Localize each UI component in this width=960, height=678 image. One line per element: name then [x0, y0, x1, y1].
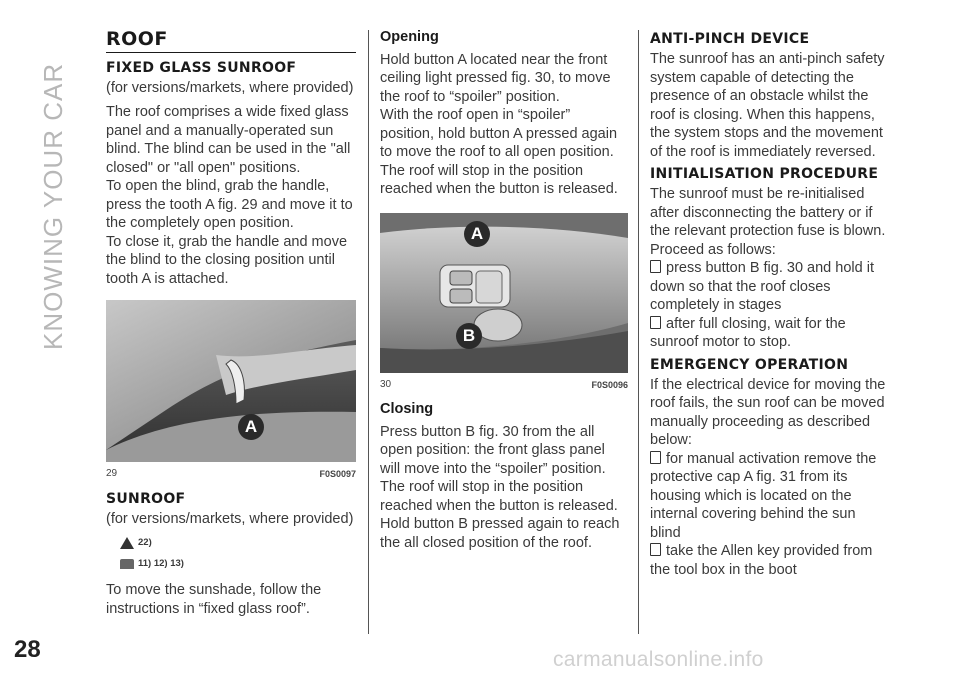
checkbox-bullet-icon — [650, 451, 661, 464]
fixed-glass-body: The roof comprises a wide fixed glass panel and a manually-operated sun blind. The blind can be used in the "all closed" or "all open" positions. To open the blind, grab the handle, press the tooth A fig. 29 and move it to the completely open position. To close it, grab the handle and move the blind to the closing position until tooth A is attached. — [106, 104, 353, 287]
figure-29-caption: 29 F0S0097 — [106, 468, 356, 479]
sunroof-body: To move the sunshade, follow the instructions in “fixed glass roof”. — [106, 582, 322, 617]
sunroof-subtitle: (for versions/markets, where provided) — [106, 510, 354, 527]
sunroof-switch-illustration — [380, 213, 628, 373]
initialisation-text: The sunroof must be re-initialised after disconnecting the battery or if the relevant protection fuse is blown. Proceed as follows: — [650, 186, 886, 258]
anti-pinch-text: The sunroof has an anti-pinch safety system capable of detecting the presence of an obstacle whilst the roof is closing. When this happens, the system stops and the movement of the roof is immediately reversed. — [650, 51, 885, 160]
note-reference: 11) 12) 13) — [120, 555, 356, 574]
sun-blind-illustration — [106, 300, 356, 462]
figure-29 — [106, 300, 356, 462]
side-title-text: KNOWING YOUR CAR — [38, 62, 68, 350]
side-section-title — [30, 20, 70, 350]
marker-a: A — [464, 221, 490, 247]
roof-heading: ROOF — [106, 30, 356, 53]
closing-text: Press button B fig. 30 from the all open position: the front glass panel will move into the “spoiler” position. The roof will stop in the position reached when the button is released. Hold button B pressed again to reach the all closed position of the roof. — [380, 423, 620, 551]
initialisation-heading: INITIALISATION PROCEDURE — [650, 166, 879, 182]
fixed-glass-heading: FIXED GLASS SUNROOF — [106, 59, 297, 76]
figure-30 — [380, 213, 628, 373]
initialisation-step-1: press button B fig. 30 and hold it down so that the roof closes completely in stages — [650, 260, 874, 313]
watermark: carmanualsonline.info — [553, 648, 764, 671]
opening-heading: Opening — [380, 29, 439, 45]
column-2 — [380, 26, 628, 558]
column-divider — [638, 30, 639, 634]
closing-heading: Closing — [380, 401, 434, 417]
opening-text-2: With the roof open in “spoiler” position, hold button A pressed again to move the roof to all open position. The roof will stop in the position reached when the button is released. — [380, 107, 618, 197]
column-divider — [368, 30, 369, 634]
warning-reference: 22) — [120, 534, 356, 553]
initialisation-step-2: after full closing, wait for the sunroof motor to stop. — [650, 315, 846, 350]
figure-30-caption: 30 F0S0096 — [380, 378, 628, 390]
marker-b: B — [456, 323, 482, 349]
fixed-glass-subtitle: (for versions/markets, where provided) — [106, 79, 354, 96]
sunroof-heading: SUNROOF — [106, 490, 186, 507]
warning-triangle-icon — [120, 537, 134, 549]
emergency-step-2: take the Allen key provided from the tool box in the boot — [650, 543, 873, 578]
checkbox-bullet-icon — [650, 316, 661, 329]
page-number: 28 — [14, 636, 41, 663]
column-3 — [650, 26, 890, 585]
emergency-text: If the electrical device for moving the roof fails, the sun roof can be moved manually proceeding as described below: — [650, 376, 886, 448]
emergency-step-1: for manual activation remove the protective cap A fig. 31 from its housing which is located on the internal covering behind the sun blind — [650, 450, 877, 541]
checkbox-bullet-icon — [650, 260, 661, 273]
marker-a: A — [238, 414, 264, 440]
manual-book-icon — [120, 559, 134, 569]
checkbox-bullet-icon — [650, 543, 661, 556]
emergency-heading: EMERGENCY OPERATION — [650, 356, 849, 373]
anti-pinch-heading: ANTI-PINCH DEVICE — [650, 31, 810, 47]
column-1 — [106, 26, 356, 624]
opening-text-1: Hold button A located near the front ceiling light pressed fig. 30, to move the roof to “spoiler” position. — [380, 51, 611, 105]
